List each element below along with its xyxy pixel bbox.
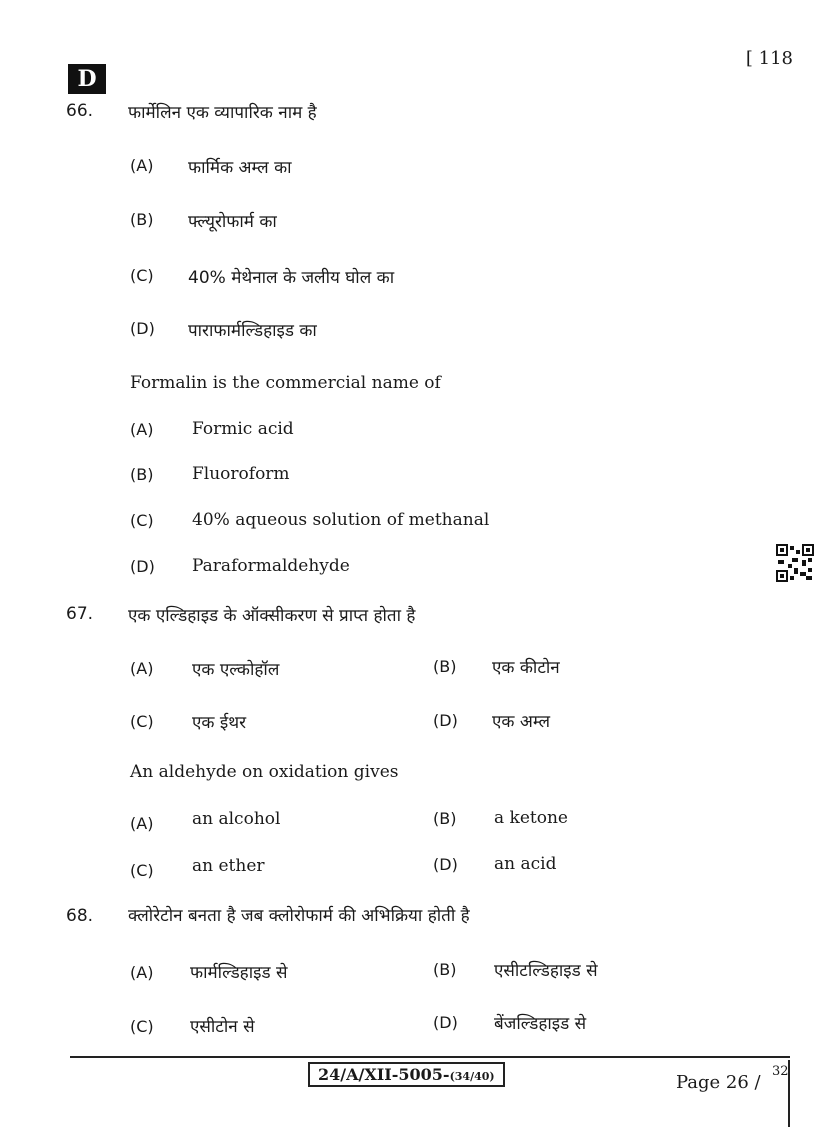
footer-divider bbox=[70, 1056, 790, 1058]
q67-hi-option-d-label: (D) bbox=[433, 711, 458, 730]
question-number-68: 68. bbox=[66, 906, 94, 926]
q67-en-option-d: an acid bbox=[494, 854, 557, 874]
q68-hi-option-b-label: (B) bbox=[433, 960, 457, 979]
question-66-hindi: फार्मेलिन एक व्यापारिक नाम है bbox=[128, 103, 317, 123]
paper-code: 24/A/XII-5005- bbox=[318, 1065, 450, 1084]
q66-en-option-d-label: (D) bbox=[130, 557, 155, 576]
q67-hi-option-b-label: (B) bbox=[433, 657, 457, 676]
q67-en-option-a: an alcohol bbox=[192, 809, 281, 829]
q67-en-option-c-label: (C) bbox=[130, 861, 154, 880]
page-total: 32 bbox=[772, 1064, 789, 1079]
q66-hi-option-b-label: (B) bbox=[130, 210, 154, 229]
q67-en-option-b-label: (B) bbox=[433, 809, 457, 828]
paper-code-box bbox=[308, 1062, 505, 1087]
q66-hi-option-b: फ्ल्यूरोफार्म का bbox=[188, 212, 277, 232]
q66-hi-option-c-label: (C) bbox=[130, 266, 154, 285]
q66-hi-option-d: पाराफार्मल्डिहाइड का bbox=[188, 321, 317, 341]
q68-hi-option-c-label: (C) bbox=[130, 1017, 154, 1036]
q67-en-option-d-label: (D) bbox=[433, 855, 458, 874]
q67-hi-option-d: एक अम्ल bbox=[492, 712, 550, 732]
q66-en-option-a: Formic acid bbox=[192, 419, 294, 439]
q66-hi-option-a: फार्मिक अम्ल का bbox=[188, 158, 292, 178]
margin-rule bbox=[788, 1060, 790, 1127]
q67-hi-option-c: एक ईथर bbox=[192, 713, 247, 733]
question-67-english: An aldehyde on oxidation gives bbox=[130, 762, 399, 782]
q66-en-option-c: 40% aqueous solution of methanal bbox=[192, 510, 490, 530]
set-code-badge: D bbox=[68, 64, 106, 94]
q67-hi-option-a-label: (A) bbox=[130, 659, 154, 678]
q66-en-option-c-label: (C) bbox=[130, 511, 154, 530]
q66-hi-option-d-label: (D) bbox=[130, 319, 155, 338]
question-66-english: Formalin is the commercial name of bbox=[130, 373, 441, 393]
question-68-hindi: क्लोरेटोन बनता है जब क्लोरोफार्म की अभिक्रिया होती है bbox=[128, 906, 470, 926]
q67-hi-option-a: एक एल्कोहॉल bbox=[192, 660, 280, 680]
question-number-67: 67. bbox=[66, 604, 94, 624]
q66-en-option-d: Paraformaldehyde bbox=[192, 556, 350, 576]
q68-hi-option-b: एसीटल्डिहाइड से bbox=[494, 961, 598, 981]
q67-hi-option-b: एक कीटोन bbox=[492, 658, 560, 678]
page-reference: [ 118 bbox=[745, 48, 793, 69]
q66-hi-option-c: 40% मेथेनाल के जलीय घोल का bbox=[188, 268, 395, 288]
q67-en-option-a-label: (A) bbox=[130, 814, 154, 833]
q68-hi-option-d-label: (D) bbox=[433, 1013, 458, 1032]
q68-hi-option-a: फार्मल्डिहाइड से bbox=[190, 963, 288, 983]
q66-en-option-b-label: (B) bbox=[130, 465, 154, 484]
q66-hi-option-a-label: (A) bbox=[130, 156, 154, 175]
q67-hi-option-c-label: (C) bbox=[130, 712, 154, 731]
q67-en-option-b: a ketone bbox=[494, 808, 568, 828]
question-67-hindi: एक एल्डिहाइड के ऑक्सीकरण से प्राप्त होता है bbox=[128, 606, 416, 626]
q67-en-option-c: an ether bbox=[192, 856, 265, 876]
q68-hi-option-d: बेंजल्डिहाइड से bbox=[494, 1014, 587, 1034]
question-number-66: 66. bbox=[66, 101, 94, 121]
q68-hi-option-c: एसीटोन से bbox=[190, 1017, 255, 1037]
paper-code-small: (34/40) bbox=[449, 1070, 495, 1083]
qr-code-icon bbox=[776, 544, 814, 582]
q66-en-option-b: Fluoroform bbox=[192, 464, 290, 484]
q66-en-option-a-label: (A) bbox=[130, 420, 154, 439]
page-label: Page 26 / bbox=[676, 1072, 761, 1093]
q68-hi-option-a-label: (A) bbox=[130, 963, 154, 982]
